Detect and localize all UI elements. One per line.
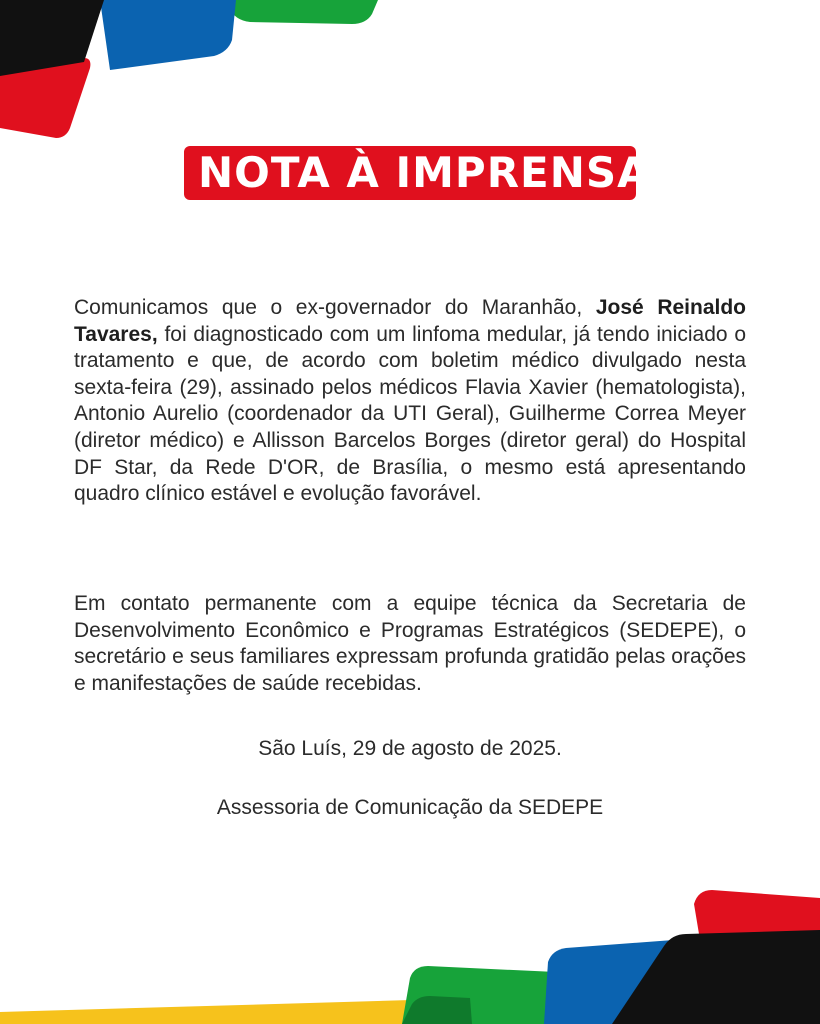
bottom-green-overlap: [402, 996, 472, 1024]
top-blue-shape: [100, 0, 236, 70]
top-left-shapes: [0, 0, 378, 138]
bottom-black-shape: [612, 930, 820, 1024]
bottom-blue-shape: [544, 938, 708, 1024]
top-red-shape: [0, 58, 90, 138]
patient-name: José Reinaldo Tavares,: [74, 296, 746, 346]
page-title: NOTA À IMPRENSA: [184, 146, 636, 200]
signature: Assessoria de Comunicação da SEDEPE: [216, 796, 604, 819]
bottom-right-shapes: [0, 890, 820, 1024]
top-black-shape: [0, 0, 104, 76]
bottom-yellow-shape: [0, 998, 480, 1024]
title-container: [0, 146, 820, 200]
top-green-shape: [230, 0, 378, 24]
paragraph-1-body: foi diagnosticado com um linfoma medular, já tendo iniciado o tratamento e que, de acordo com boletim médico divulgado nesta sexta-feira (29), assinado pelos médicos Flavia Xavier (hematologista), Antonio Aurelio (coordenador da UTI Geral), Guilherme Correa Meyer (diretor médico) e Allisson Barcelos Borges (diretor geral) do Hospital DF Star, da Rede D'OR, de Brasília, o mesmo está apresentando quadro clínico estável e evolução favorável.: [74, 322, 746, 506]
dateline: São Luís, 29 de agosto de 2025.: [258, 737, 562, 760]
paragraph-1-intro: Comunicamos que o ex-governador do Maranhão,: [74, 296, 596, 319]
bottom-red-shape: [694, 890, 820, 1024]
bottom-green-shape: [402, 966, 650, 1024]
paragraph-2: Em contato permanente com a equipe técnica da Secretaria de Desenvolvimento Econômico e Programas Estratégicos (SEDEPE), o secretário e seus familiares expressam profunda gratidão pelas orações e manifestações de saúde recebidas.: [74, 592, 746, 695]
paragraph-1: [74, 295, 746, 508]
